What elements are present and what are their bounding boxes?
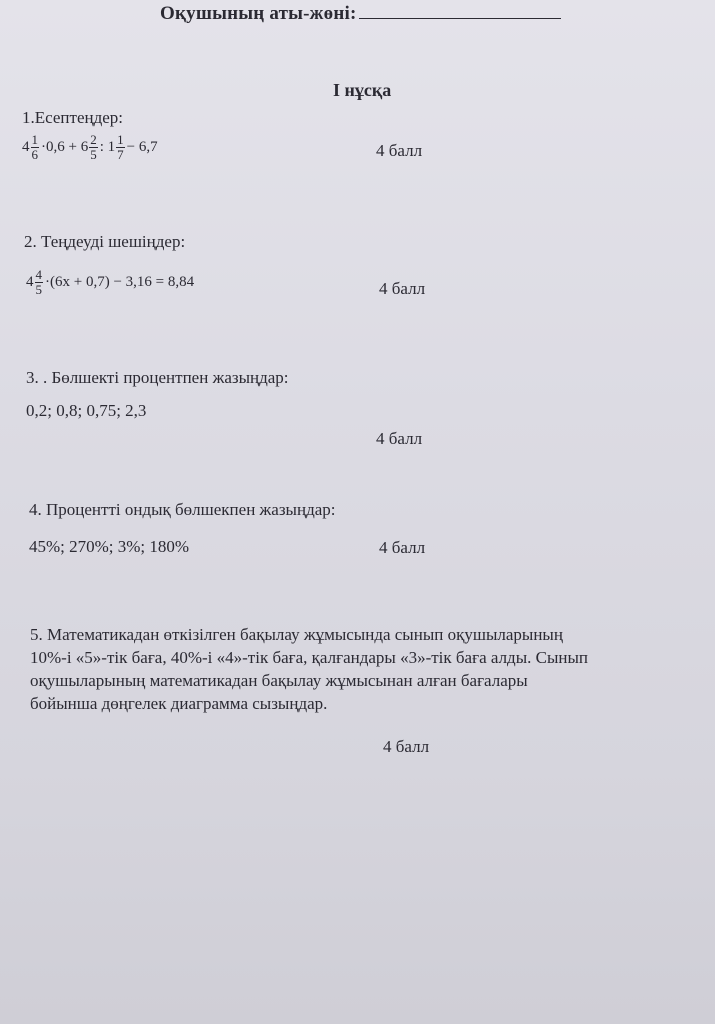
q5-line-4: бойынша дөңгелек диаграмма сызыңдар. bbox=[30, 694, 328, 713]
q1-den-3: 7 bbox=[117, 147, 124, 162]
q1-mid-1: ·0,6 + 6 bbox=[41, 139, 89, 155]
q1-mid-2: : 1 bbox=[99, 139, 116, 155]
q1-tail: − 6,7 bbox=[126, 139, 158, 155]
q5-line-2: 10%-і «5»-тік баға, 40%-і «4»-тік баға, қалғандары «3»-тік баға алды. Сынып bbox=[30, 648, 588, 667]
q1-fraction-1 bbox=[31, 133, 40, 162]
q2-num-1: 4 bbox=[35, 267, 42, 282]
q1-fraction-3 bbox=[116, 133, 125, 162]
q5-line-3: оқушыларының математикадан бақылау жұмысынан алған бағалары bbox=[30, 671, 528, 690]
q1-expression bbox=[22, 133, 158, 162]
q1-whole-1: 4 bbox=[22, 139, 30, 155]
q3-values: 0,2; 0,8; 0,75; 2,3 bbox=[26, 401, 147, 420]
q1-num-2: 2 bbox=[90, 132, 97, 147]
student-name-label bbox=[160, 2, 561, 25]
variant-title: I нұсқа bbox=[333, 80, 392, 100]
student-name-blank-line bbox=[359, 2, 561, 19]
q2-tail: ·(6x + 0,7) − 3,16 = 8,84 bbox=[45, 274, 195, 290]
q5-text bbox=[30, 623, 690, 715]
q3-title: 3. . Бөлшекті процентпен жазыңдар: bbox=[26, 368, 289, 387]
q1-num-3: 1 bbox=[117, 132, 124, 147]
q4-score: 4 балл bbox=[379, 538, 426, 557]
q2-den-1: 5 bbox=[35, 282, 42, 297]
q2-expression bbox=[26, 268, 194, 297]
q1-num-1: 1 bbox=[31, 132, 38, 147]
q4-values: 45%; 270%; 3%; 180% bbox=[29, 537, 190, 556]
q1-den-1: 6 bbox=[31, 147, 38, 162]
q5-score: 4 балл bbox=[383, 737, 430, 756]
q3-score: 4 балл bbox=[376, 429, 423, 448]
q2-whole-1: 4 bbox=[26, 274, 34, 290]
q1-score: 4 балл bbox=[376, 141, 423, 160]
q2-title: 2. Теңдеуді шешіңдер: bbox=[24, 232, 186, 251]
q2-fraction-1 bbox=[35, 268, 44, 297]
student-name-text: Оқушының аты-жөні: bbox=[160, 3, 357, 24]
q5-line-1: 5. Математикадан өткізілген бақылау жұмысында сынып оқушыларының bbox=[30, 625, 563, 644]
q1-den-2: 5 bbox=[90, 147, 97, 162]
q4-title: 4. Процентті ондық бөлшекпен жазыңдар: bbox=[29, 500, 336, 519]
q1-title: 1.Есептеңдер: bbox=[22, 108, 124, 127]
q2-score: 4 балл bbox=[379, 279, 426, 298]
q1-fraction-2 bbox=[89, 133, 98, 162]
